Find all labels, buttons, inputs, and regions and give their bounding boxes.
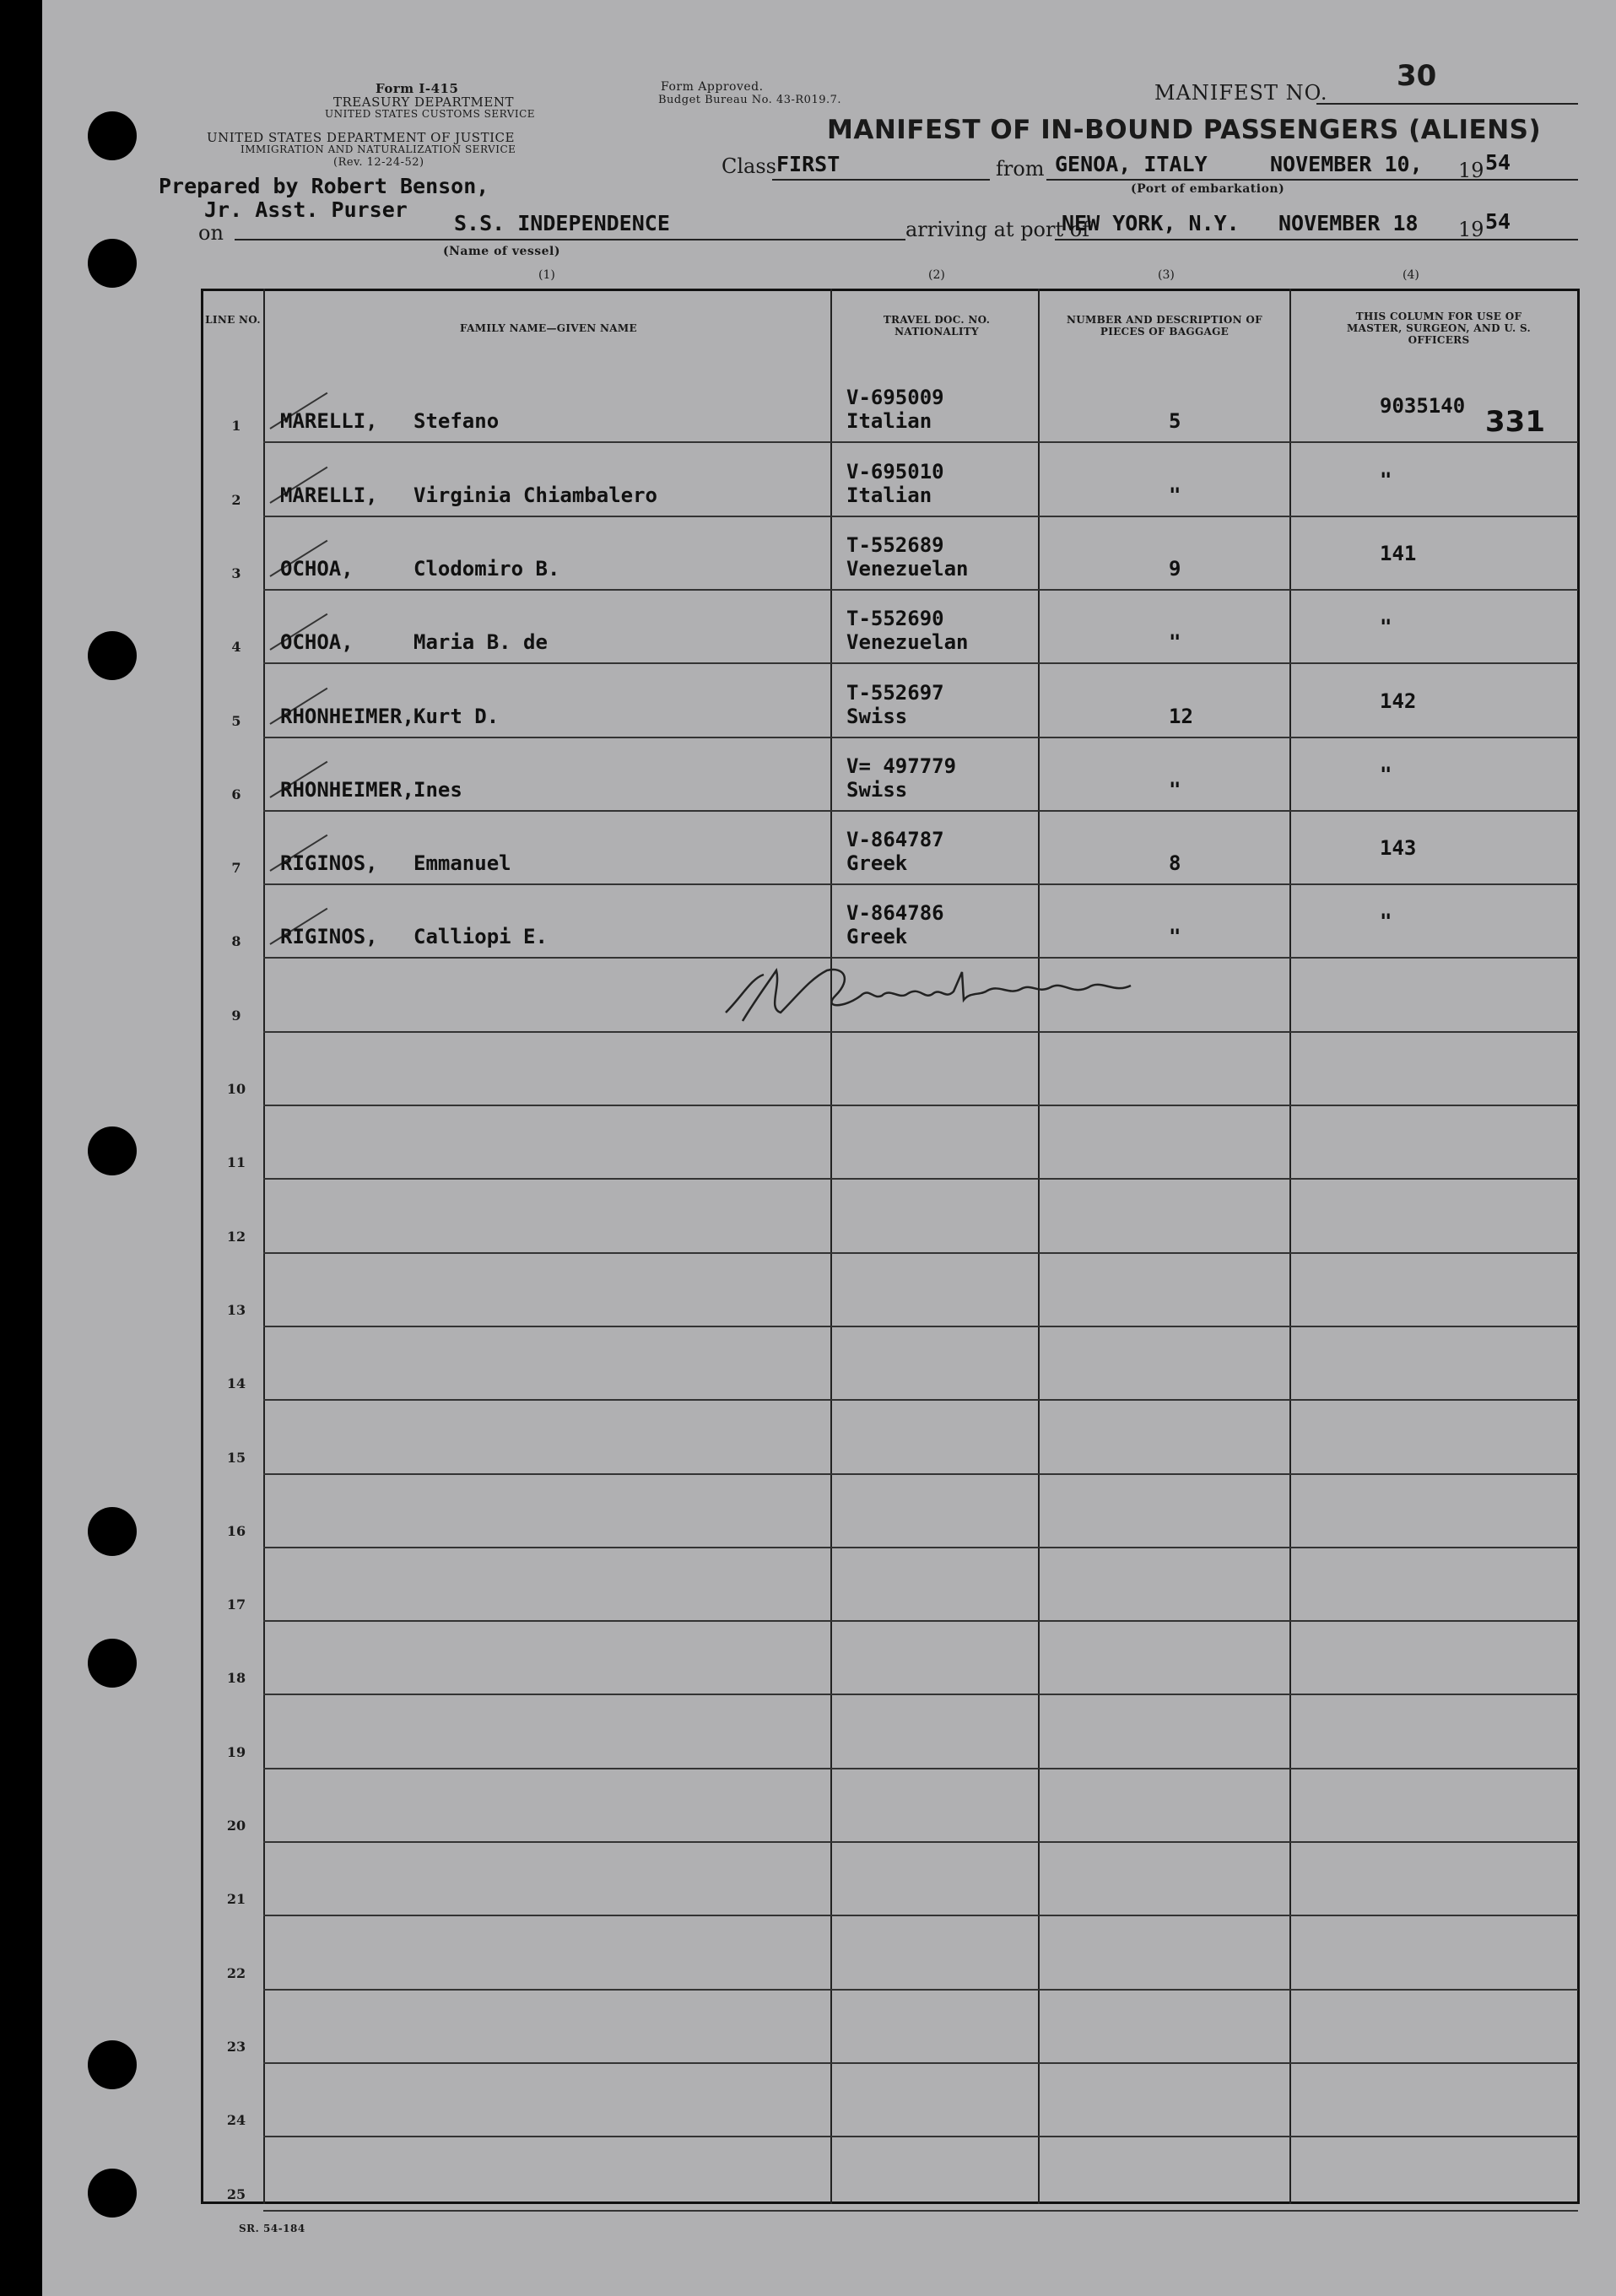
row-rule <box>263 516 1578 517</box>
line-number: 4 <box>231 639 241 656</box>
passenger-travel-doc: T-552689 <box>846 532 944 557</box>
arrival-date: NOVEMBER 18 <box>1278 211 1419 235</box>
line-number: 8 <box>231 933 241 950</box>
form-approved: Form Approved. <box>661 80 764 94</box>
prepared-by-line2: Jr. Asst. Purser <box>204 197 408 222</box>
line-number: 15 <box>226 1449 246 1466</box>
passenger-travel-doc: V-864787 <box>846 828 944 852</box>
passenger-given-name: Emmanuel <box>413 851 511 876</box>
line-number: 18 <box>226 1670 246 1687</box>
line-number: 22 <box>226 1964 246 1981</box>
row-rule <box>263 1252 1578 1254</box>
passenger-baggage: " <box>1169 483 1181 507</box>
line-number: 16 <box>226 1522 246 1539</box>
row-rule <box>263 1031 1578 1033</box>
treasury-department: TREASURY DEPARTMENT <box>333 95 514 110</box>
row-rule <box>263 1841 1578 1843</box>
immigration-service: IMMIGRATION AND NATURALIZATION SERVICE <box>241 143 516 155</box>
row-rule <box>263 441 1578 443</box>
passenger-officer-entry: " <box>1380 615 1392 640</box>
line-number: 12 <box>226 1228 246 1245</box>
row-rule <box>263 1768 1578 1769</box>
passenger-officer-entry: 142 <box>1380 689 1417 713</box>
row-rule <box>263 1326 1578 1327</box>
line-number: 13 <box>226 1301 246 1318</box>
passenger-nationality: Italian <box>846 409 932 434</box>
passenger-nationality: Swiss <box>846 704 908 728</box>
row-rule <box>263 2136 1578 2137</box>
from-label: from <box>996 157 1045 181</box>
punch-hole <box>88 1126 137 1175</box>
signature <box>717 962 1190 1029</box>
row-rule <box>263 1399 1578 1401</box>
passenger-nationality: Greek <box>846 925 908 949</box>
passenger-given-name: Calliopi E. <box>413 925 548 949</box>
row-rule <box>263 883 1578 885</box>
row-rule <box>263 957 1578 959</box>
line-number: 10 <box>226 1081 246 1097</box>
passenger-family-name: MARELLI, <box>280 409 378 434</box>
passenger-travel-doc: V-695010 <box>846 459 944 484</box>
passenger-travel-doc: T-552697 <box>846 680 944 705</box>
form-number: Form I-415 <box>376 81 459 96</box>
passenger-family-name: RIGINOS, <box>280 851 378 876</box>
passenger-family-name: MARELLI, <box>280 483 378 507</box>
punch-hole <box>88 2040 137 2089</box>
passenger-officer-entry: " <box>1380 910 1392 934</box>
row-rule <box>263 1178 1578 1180</box>
punch-hole <box>88 239 137 288</box>
line-number: 2 <box>231 491 241 508</box>
passenger-officer-entry: " <box>1380 467 1392 492</box>
line-number: 17 <box>226 1596 246 1613</box>
passenger-baggage: 12 <box>1169 704 1193 728</box>
passenger-travel-doc: T-552690 <box>846 607 944 631</box>
from-value: GENOA, ITALY <box>1055 152 1208 176</box>
passenger-baggage: 5 <box>1169 409 1181 434</box>
passenger-family-name: RHONHEIMER, <box>280 704 414 728</box>
punch-hole <box>88 631 137 680</box>
line-number: 3 <box>231 565 241 581</box>
passenger-nationality: Venezuelan <box>846 556 969 581</box>
line-number: 25 <box>226 2185 246 2202</box>
line-number: 11 <box>226 1154 246 1171</box>
punch-hole <box>88 111 137 160</box>
on-label: on <box>198 221 224 245</box>
column-number-2: (2) <box>928 268 945 282</box>
passenger-nationality: Swiss <box>846 777 908 802</box>
passenger-given-name: Ines <box>413 777 462 802</box>
row-rule <box>263 2062 1578 2064</box>
footer-code: SR. 54-184 <box>239 2223 305 2234</box>
line-number: 19 <box>226 1743 246 1760</box>
line-number: 14 <box>226 1375 246 1392</box>
line-number: 23 <box>226 2038 246 2055</box>
budget-bureau: Budget Bureau No. 43-R019.7. <box>658 94 842 106</box>
form-revision: (Rev. 12-24-52) <box>333 156 424 169</box>
passenger-baggage: " <box>1169 925 1181 949</box>
column-number-3: (3) <box>1158 268 1175 282</box>
line-number: 21 <box>226 1891 246 1908</box>
punch-hole <box>88 1639 137 1688</box>
justice-department: UNITED STATES DEPARTMENT OF JUSTICE <box>207 130 515 145</box>
port-of-embarkation-label: (Port of embarkation) <box>1131 182 1285 196</box>
passenger-travel-doc: V= 497779 <box>846 754 957 778</box>
row-rule <box>263 1547 1578 1548</box>
column-number-1: (1) <box>538 268 555 282</box>
manifest-no-label: MANIFEST NO. <box>1154 81 1328 105</box>
passenger-baggage: " <box>1169 630 1181 655</box>
row-rule <box>263 1694 1578 1695</box>
passenger-officer-entry: 141 <box>1380 541 1417 565</box>
passenger-family-name: RIGINOS, <box>280 925 378 949</box>
embarkation-year: 54 <box>1485 150 1511 175</box>
manifest-title: MANIFEST OF IN-BOUND PASSENGERS (ALIENS) <box>827 115 1542 145</box>
line-number: 1 <box>231 418 241 435</box>
passenger-nationality: Greek <box>846 851 908 876</box>
punch-hole <box>88 1507 137 1556</box>
row-rule <box>263 1105 1578 1106</box>
row-rule <box>263 810 1578 812</box>
line-number: 20 <box>226 1818 246 1834</box>
passenger-family-name: OCHOA, <box>280 630 354 655</box>
embarkation-year-prefix: 19 <box>1458 159 1484 182</box>
class-label: Class <box>722 154 776 178</box>
row-rule <box>263 1473 1578 1475</box>
passenger-travel-doc: V-695009 <box>846 386 944 410</box>
row-rule <box>263 1620 1578 1622</box>
manifest-no-value: 30 <box>1397 59 1437 93</box>
passenger-given-name: Kurt D. <box>413 704 500 728</box>
passenger-nationality: Italian <box>846 483 932 507</box>
embarkation-date: NOVEMBER 10, <box>1270 152 1423 176</box>
passenger-given-name: Stefano <box>413 409 500 434</box>
line-number: 7 <box>231 860 241 877</box>
row-rule <box>263 1915 1578 1916</box>
line-number: 5 <box>231 712 241 729</box>
passenger-given-name: Clodomiro B. <box>413 556 560 581</box>
passenger-family-name: RHONHEIMER, <box>280 777 414 802</box>
header-baggage: NUMBER AND DESCRIPTION OF PIECES OF BAGGAGE <box>1066 314 1262 338</box>
vessel-name: S.S. INDEPENDENCE <box>454 211 670 235</box>
header-officers: THIS COLUMN FOR USE OF MASTER, SURGEON, AND U. S. OFFICERS <box>1347 311 1531 346</box>
row-rule <box>263 662 1578 664</box>
name-of-vessel-label: (Name of vessel) <box>443 245 560 258</box>
arrival-port: NEW YORK, N.Y. <box>1062 211 1240 235</box>
row-rule <box>263 737 1578 738</box>
prepared-by-line1: Prepared by Robert Benson, <box>159 174 489 198</box>
passenger-baggage: " <box>1169 777 1181 802</box>
header-line-no: LINE NO. <box>205 314 261 326</box>
passenger-given-name: Virginia Chiambalero <box>413 483 657 507</box>
passenger-nationality: Venezuelan <box>846 630 969 655</box>
arriving-label: arriving at port of <box>905 218 1090 241</box>
arrival-year-prefix: 19 <box>1458 218 1484 241</box>
row-rule <box>263 1989 1578 1991</box>
passenger-officer-entry: 143 <box>1380 836 1417 861</box>
passenger-officer-entry: " <box>1380 762 1392 786</box>
row-rule <box>263 589 1578 591</box>
passenger-officer-entry: 9035140 <box>1380 394 1466 419</box>
passenger-baggage: 8 <box>1169 851 1181 876</box>
passenger-baggage: 9 <box>1169 556 1181 581</box>
class-value: FIRST <box>776 152 840 176</box>
passenger-given-name: Maria B. de <box>413 630 548 655</box>
passenger-extra-entry: 331 <box>1485 405 1545 440</box>
passenger-travel-doc: V-864786 <box>846 901 944 926</box>
manifest-page <box>42 0 1616 2296</box>
line-number: 24 <box>226 2112 246 2129</box>
arrival-year: 54 <box>1485 209 1511 234</box>
passenger-family-name: OCHOA, <box>280 556 354 581</box>
header-travel-doc: TRAVEL DOC. NO. NATIONALITY <box>883 314 991 338</box>
punch-hole <box>88 2169 137 2218</box>
row-rule <box>263 2210 1578 2212</box>
column-number-4: (4) <box>1403 268 1419 282</box>
customs-service: UNITED STATES CUSTOMS SERVICE <box>325 108 536 120</box>
line-number: 9 <box>231 1007 241 1024</box>
header-name: FAMILY NAME—GIVEN NAME <box>460 322 637 334</box>
line-number: 6 <box>231 786 241 802</box>
